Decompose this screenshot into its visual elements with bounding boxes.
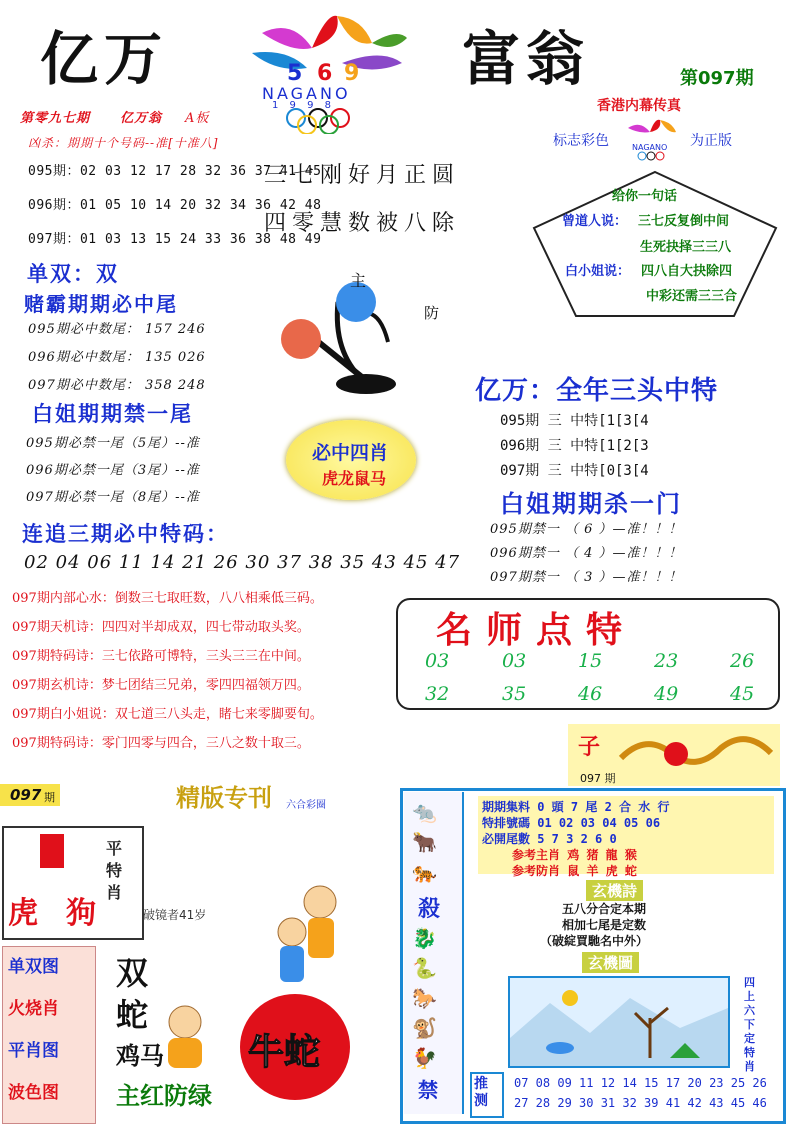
verse-line: 097期天机诗：四四对半却成双，四七带动取头奖。 — [12, 620, 310, 635]
br-line4: 参考主肖 鸡 猪 龍 猴 — [512, 848, 637, 862]
lt-row: 095期：02 03 12 17 28 32 36 37 41 45 — [28, 164, 322, 179]
snake-icon: 🐍 — [412, 956, 437, 980]
verse-line: 097期内部心水：倒数三七取旺数，八八相乘低三码。 — [12, 591, 323, 606]
lt-row: 097期：01 03 13 15 24 33 36 38 48 49 — [28, 232, 322, 247]
lt-line1b: 亿万翁 — [120, 111, 163, 126]
lt-row: 096期：01 05 10 14 20 32 34 36 42 48 — [28, 198, 322, 213]
br-header-char: 子 — [578, 735, 601, 760]
pentagon-l1a: 曾道人说： — [562, 214, 628, 229]
pentagon-l4: 中彩还需三三合 — [646, 289, 738, 304]
bl-she: 蛇 — [116, 996, 149, 1034]
three-chase-numbers: 02 04 06 11 14 21 26 30 37 38 35 43 45 47 — [24, 552, 461, 573]
th-row: 095期 三 中特[1[3[4 — [500, 413, 649, 429]
br-riddle3: （破綻買馳名中外） — [540, 934, 649, 948]
bl-box1: 单双图 — [8, 957, 59, 977]
edition-right: 为正版 — [690, 133, 732, 149]
old-man-icon — [150, 1000, 220, 1070]
br-sha: 殺 — [418, 897, 441, 922]
pentagon-title: 给你一句话 — [612, 189, 678, 204]
svg-text:NAGANO: NAGANO — [632, 143, 668, 152]
poem-line1: 三七刚好月正圆 — [264, 163, 461, 188]
edition-left: 标志彩色 — [553, 133, 609, 149]
th-row: 096期 三 中特[1[2[3 — [500, 438, 649, 454]
bl-banner-small: 六合彩圈 — [286, 800, 326, 811]
bl-bigchars: 牛蛇 — [248, 1032, 321, 1073]
svg-text:9: 9 — [344, 61, 360, 86]
kd-row: 095期禁一 （ 6 ）—准！！！ — [490, 522, 683, 537]
teacher-num: 23 — [654, 650, 679, 672]
teacher-num: 49 — [654, 683, 679, 705]
dragon-small-icon: 🐉 — [412, 926, 437, 950]
teacher-num: 35 — [502, 683, 527, 705]
teacher-num: 03 — [502, 650, 527, 672]
br-picture-title: 玄機圖 — [582, 952, 639, 973]
tiger-icon: 🐅 — [412, 860, 437, 884]
br-riddle-title: 玄機詩 — [586, 880, 643, 901]
logo-year: 1 9 9 8 — [272, 100, 335, 111]
bl-zodiac-a: 虎 — [8, 896, 38, 931]
bl-zhu: 主红防绿 — [116, 1082, 212, 1110]
bl-box3: 平肖图 — [8, 1041, 59, 1061]
red-tag-icon — [40, 834, 64, 868]
bl-box2: 火烧肖 — [8, 999, 59, 1019]
label-guard: 防 — [424, 304, 440, 322]
teacher-num: 03 — [425, 650, 450, 672]
olympic-rings-icon — [282, 108, 392, 138]
kill-door-title: 白姐期期杀一门 — [500, 490, 682, 518]
lt-line1a: 第零九七期 — [20, 111, 91, 126]
bl-kill-count: 破镜者41岁 — [143, 908, 207, 922]
four-zodiac-value: 虎龙鼠马 — [322, 469, 387, 488]
kd-row: 097期禁一 （ 3 ）—准！！！ — [490, 570, 683, 585]
logo-text: NAGANO — [262, 84, 351, 103]
three-chase-title: 连追三期必中特码： — [22, 522, 229, 546]
bt-row: 097期必禁一尾（8尾）--准 — [26, 490, 200, 505]
svg-text:5: 5 — [287, 61, 303, 86]
br-tui: 推测 — [474, 1076, 488, 1109]
br-issue: 097 期 — [580, 772, 616, 785]
kd-row: 096期禁一 （ 4 ）—准！！！ — [490, 546, 683, 561]
teacher-num: 46 — [578, 683, 603, 705]
th-row: 097期 三 中特[0[3[4 — [500, 463, 649, 479]
title-right: 富翁 — [462, 25, 591, 93]
ban-tail-title: 白姐期期禁一尾 — [32, 402, 193, 426]
verse-line: 097期白小姐说：双七道三八头走，睹七来零脚要旬。 — [12, 707, 323, 722]
br-line1: 期期集料 0 頭 7 尾 2 合 水 行 — [482, 800, 670, 814]
cartoon-kids-icon — [268, 880, 358, 990]
bl-issue: 097 — [10, 786, 42, 804]
br-nums1: 07 08 09 11 12 14 15 17 20 23 25 26 — [514, 1076, 767, 1090]
br-jin: 禁 — [418, 1078, 438, 1102]
issue-number: 第097期 — [680, 68, 754, 89]
br-riddle1: 五八分合定本期 — [562, 902, 647, 916]
bl-box4: 波色图 — [8, 1083, 59, 1103]
sd-row: 097期必中数尾： 358 248 — [28, 378, 206, 393]
teacher-num: 15 — [578, 650, 603, 672]
ox-icon: 🐂 — [412, 830, 437, 854]
br-line2: 特排號碼 01 02 03 04 05 06 — [482, 816, 661, 830]
br-side-text: 四上六下定特肖 — [744, 976, 755, 1073]
bt-row: 095期必禁一尾（5尾）--准 — [26, 436, 200, 451]
teacher-title: 名师点特 — [436, 609, 637, 651]
teacher-num: 26 — [730, 650, 755, 672]
br-line5: 参考防肖 鼠 羊 虎 蛇 — [512, 864, 637, 878]
sd-row: 096期必中数尾： 135 026 — [28, 350, 206, 365]
bl-shuang: 双 — [116, 954, 149, 992]
fax-line: 香港内幕传真 — [597, 98, 681, 114]
teacher-num: 32 — [425, 683, 450, 705]
pentagon-l2: 生死抉择三三八 — [640, 240, 732, 255]
lt-line2: 凶杀：期期十个号码--准[十准八] — [28, 136, 219, 150]
horse-icon: 🐎 — [412, 986, 437, 1010]
rat-icon: 🐀 — [412, 800, 437, 824]
sd-row: 095期必中数尾： 157 246 — [28, 322, 206, 337]
four-zodiac-title: 必中四肖 — [312, 442, 389, 464]
three-heads-title: 亿万：全年三头中特 — [475, 376, 719, 406]
monkey-icon: 🐒 — [412, 1016, 437, 1040]
verse-line: 097期玄机诗：梦七团结三兄弟，零四四福领万四。 — [12, 678, 310, 693]
br-nums2: 27 28 29 30 31 32 39 41 42 43 45 46 — [514, 1096, 767, 1110]
bl-jima: 鸡马 — [116, 1042, 164, 1070]
single-double-title: 单双：双 — [27, 262, 119, 286]
landscape-picture — [508, 976, 730, 1068]
bl-issue-suffix: 期 — [44, 791, 55, 804]
small-logo-icon — [620, 118, 686, 166]
teacher-num: 45 — [730, 683, 755, 705]
br-line3: 必開尾數 5 7 3 2 6 0 — [482, 832, 617, 846]
label-main: 主 — [350, 271, 367, 290]
pentagon-l3a: 白小姐说： — [565, 264, 631, 279]
verse-line: 097期特码诗：三七依路可博特，三头三三在中间。 — [12, 649, 310, 664]
bl-vertical-text: 平特肖 — [106, 839, 123, 902]
br-riddle2: 相加七尾是定数 — [562, 918, 647, 932]
pentagon-l1b: 三七反复倒中间 — [638, 214, 730, 229]
pentagon-l3b: 四八自大抉除四 — [641, 264, 733, 279]
poem-line2: 四零慧数被八除 — [264, 211, 461, 236]
lt-line1c: A板 — [185, 111, 210, 126]
bt-row: 096期必禁一尾（3尾）--准 — [26, 463, 200, 478]
verse-line: 097期特码诗：零门四零与四合，三八之数十取三。 — [12, 736, 310, 751]
dragon-icon — [616, 728, 776, 782]
title-left: 亿万 — [40, 25, 169, 93]
rooster-icon: 🐓 — [412, 1046, 437, 1070]
bl-banner: 精版专刊 — [176, 784, 272, 812]
bl-zodiac-b: 狗 — [66, 896, 96, 931]
single-double-subtitle: 赌霸期期必中尾 — [24, 292, 178, 316]
svg-text:6: 6 — [317, 61, 333, 86]
